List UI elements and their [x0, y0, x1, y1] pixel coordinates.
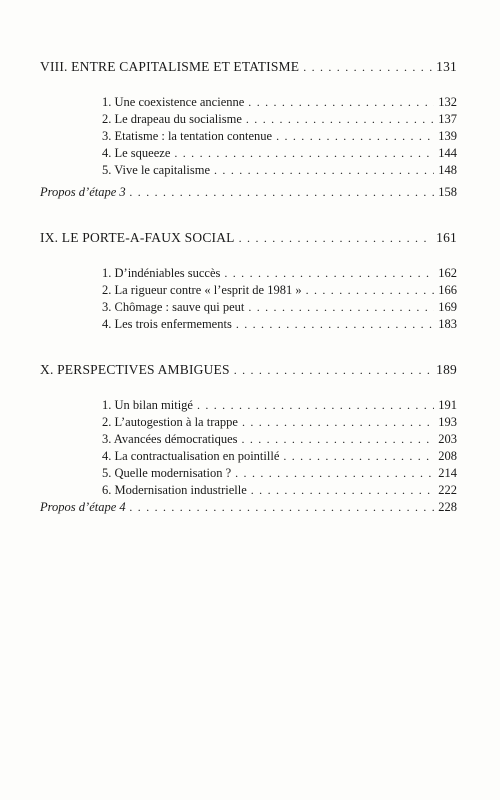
toc-entry	[102, 316, 457, 333]
toc-entry	[102, 111, 457, 128]
page-number: 169	[438, 300, 457, 314]
propos-etape-entry	[40, 499, 457, 516]
page-number: 144	[438, 146, 457, 160]
toc-entry	[102, 145, 457, 162]
toc-entry	[102, 162, 457, 179]
table-of-contents	[40, 58, 457, 516]
dot-leader	[130, 184, 435, 201]
page-number: 137	[438, 112, 457, 126]
page-number: 183	[438, 317, 457, 331]
page-number: 161	[436, 230, 457, 245]
toc-entry	[102, 465, 457, 482]
page-number: 166	[438, 283, 457, 297]
dot-leader	[242, 414, 434, 431]
entry-label: 3. Avancées démocratiques	[102, 432, 238, 446]
dot-leader	[251, 482, 434, 499]
entry-label: 3. Chômage : sauve qui peut	[102, 300, 245, 314]
page-number: 208	[438, 449, 457, 463]
page-number: 191	[438, 398, 457, 412]
toc-entry	[102, 265, 457, 282]
dot-leader	[241, 431, 434, 448]
entry-label: 1. D’indéniables succès	[102, 266, 221, 280]
toc-entry	[102, 414, 457, 431]
page-number: 189	[436, 362, 457, 377]
dot-leader	[303, 59, 432, 76]
entry-label: 2. Le drapeau du socialisme	[102, 112, 242, 126]
dot-leader	[234, 362, 432, 379]
page-number: 228	[438, 500, 457, 514]
toc-entry	[102, 282, 457, 299]
page-number: 131	[436, 59, 457, 74]
entry-label: 1. Un bilan mitigé	[102, 398, 193, 412]
page-number: 214	[438, 466, 457, 480]
dot-leader	[239, 230, 433, 247]
dot-leader	[236, 316, 434, 333]
dot-leader	[174, 145, 434, 162]
entry-label: 1. Une coexistence ancienne	[102, 95, 245, 109]
entry-label: Propos d’étape 3	[40, 185, 126, 199]
toc-entry	[102, 94, 457, 111]
page-number: 132	[438, 95, 457, 109]
chapter-title: X. PERSPECTIVES AMBIGUES	[40, 362, 230, 377]
propos-etape-entry	[40, 184, 457, 201]
dot-leader	[248, 299, 434, 316]
dot-leader	[197, 397, 434, 414]
entry-label: 3. Etatisme : la tentation contenue	[102, 129, 273, 143]
toc-entry	[102, 448, 457, 465]
toc-entry	[102, 482, 457, 499]
entry-label: 5. Vive le capitalisme	[102, 163, 211, 177]
entry-label: 2. La rigueur contre « l’esprit de 1981 »	[102, 283, 302, 297]
entry-label: 4. Le squeeze	[102, 146, 171, 160]
page-number: 203	[438, 432, 457, 446]
entry-label: Propos d’étape 4	[40, 500, 126, 514]
entry-label: 2. L’autogestion à la trappe	[102, 415, 238, 429]
dot-leader	[130, 499, 435, 516]
page-number: 222	[438, 483, 457, 497]
chapter-10-heading	[40, 361, 457, 378]
dot-leader	[306, 282, 435, 299]
chapter-9-heading	[40, 229, 457, 246]
entry-label: 6. Modernisation industrielle	[102, 483, 247, 497]
toc-entry	[102, 299, 457, 316]
dot-leader	[224, 265, 434, 282]
chapter-8-heading	[40, 58, 457, 75]
page-number: 162	[438, 266, 457, 280]
dot-leader	[214, 162, 434, 179]
dot-leader	[283, 448, 434, 465]
dot-leader	[246, 111, 434, 128]
page-number: 158	[438, 185, 457, 199]
chapter-title: IX. LE PORTE-A-FAUX SOCIAL	[40, 230, 235, 245]
dot-leader	[235, 465, 434, 482]
toc-entry	[102, 431, 457, 448]
entry-label: 4. La contractualisation en pointillé	[102, 449, 280, 463]
dot-leader	[248, 94, 434, 111]
page-number: 193	[438, 415, 457, 429]
toc-entry	[102, 128, 457, 145]
toc-entry	[102, 397, 457, 414]
dot-leader	[276, 128, 434, 145]
chapter-title: VIII. ENTRE CAPITALISME ET ETATISME	[40, 59, 300, 74]
entry-label: 5. Quelle modernisation ?	[102, 466, 232, 480]
page-number: 139	[438, 129, 457, 143]
page-number: 148	[438, 163, 457, 177]
entry-label: 4. Les trois enfermements	[102, 317, 232, 331]
